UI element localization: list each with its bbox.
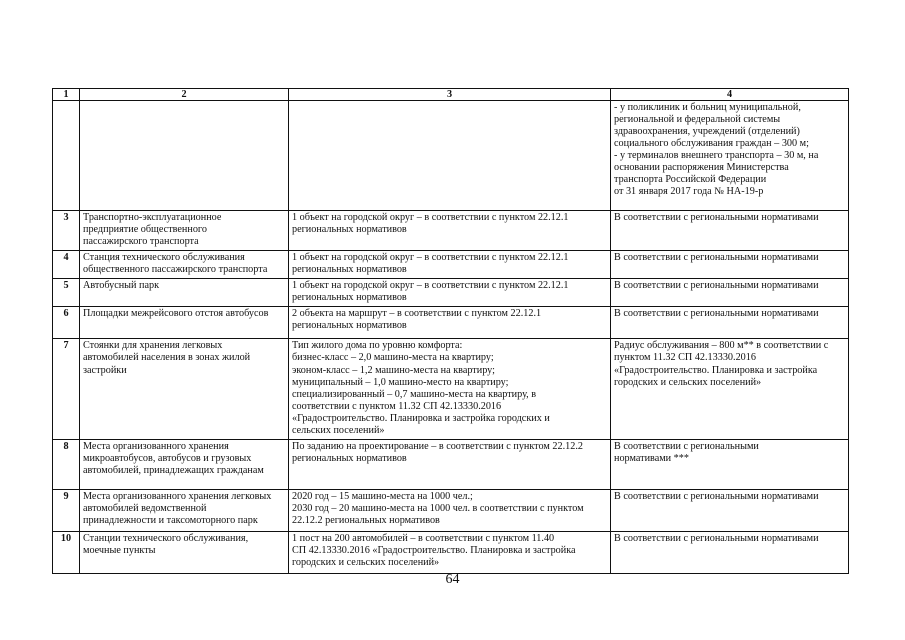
cell-text-line: принадлежности и таксомоторного парк [83,514,258,526]
cell-text-line: основании распоряжения Министерства [614,162,789,174]
indicator-cell [289,531,611,573]
table-row [53,279,849,307]
cell-text-line: общественного пассажирского транспорта [83,264,268,276]
cell-text-line: 2 объекта на маршрут – в соответствии с пунктом 22.12.1 [292,308,542,320]
cell-text-line: региональной и федеральной системы [614,114,781,126]
cell-text-line: 1 объект на городской округ – в соответствии с пунктом 22.12.1 [292,212,569,224]
object-name-cell [80,489,289,531]
indicator-cell [289,307,611,339]
object-name-cell [80,211,289,251]
cell-text-line: 1 пост на 200 автомобилей – в соответствии с пунктом 11.40 [292,532,555,544]
accessibility-cell [611,279,849,307]
cell-text-line: В соответствии с региональными нормативами [614,252,819,264]
cell-text-line: Станция технического обслуживания [83,252,245,264]
indicator-cell [289,251,611,279]
object-name-cell [80,339,289,439]
cell-text-line: застройки [83,364,127,376]
accessibility-cell [611,439,849,489]
cell-text-line: 2030 год – 20 машино-места на 1000 чел. в соответствии с пунктом [292,502,584,514]
accessibility-cell [611,101,849,211]
accessibility-cell [611,211,849,251]
cell-text-line: региональных нормативов [292,224,407,236]
cell-text-line: транспорта Российской Федерации [614,174,767,186]
indicator-cell [289,279,611,307]
indicator-cell [289,101,611,211]
table-row [53,251,849,279]
table-row [53,339,849,439]
cell-text-line: 2020 год – 15 машино-места на 1000 чел.; [292,490,473,502]
cell-text-line: пассажирского транспорта [83,236,199,248]
accessibility-cell [611,307,849,339]
indicator-cell [289,489,611,531]
header-col-2: 2 [80,89,289,101]
cell-text-line: городских и сельских поселений» [292,556,440,568]
object-name-cell [80,101,289,211]
table-row [53,531,849,573]
cell-text-line: Радиус обслуживания – 800 м** в соответствии с [614,340,829,352]
cell-text-line: муниципальный – 1,0 машино-место на квартиру; [292,376,509,388]
indicator-cell [289,211,611,251]
object-name-cell [80,251,289,279]
cell-text-line: микроавтобусов, автобусов и грузовых [83,452,252,464]
cell-text-line: В соответствии с региональными нормативами [614,490,819,502]
header-col-1: 1 [53,89,80,101]
cell-text-line: региональных нормативов [292,452,407,464]
cell-text-line: СП 42.13330.2016 «Градостроительство. Планировка и застройка [292,544,576,556]
indicator-cell [289,439,611,489]
cell-text-line: Станции технического обслуживания, [83,532,249,544]
cell-text-line: городских и сельских поселений» [614,376,762,388]
cell-text-line: По заданию на проектирование – в соответствии с пунктом 22.12.2 [292,440,583,452]
row-number: 5 [53,279,80,307]
cell-text-line: - у поликлиник и больниц муниципальной, [614,102,801,114]
cell-text-line: специализированный – 0,7 машино-места на квартиру, в [292,388,537,400]
cell-text-line: сельских поселений» [292,424,385,436]
row-number: 8 [53,439,80,489]
cell-text-line: - у терминалов внешнего транспорта – 30 м, на [614,150,819,162]
object-name-cell [80,531,289,573]
accessibility-cell [611,251,849,279]
cell-text-line: автомобилей ведомственной [83,502,207,514]
table-row [53,307,849,339]
row-number: 6 [53,307,80,339]
row-number: 9 [53,489,80,531]
cell-text-line: Стоянки для хранения легковых [83,340,223,352]
norms-table [52,88,849,574]
cell-text-line: здравоохранения, учреждений (отделений) [614,126,800,138]
cell-text-line: «Градостроительство. Планировка и застройка городских и [292,412,550,424]
table-row [53,439,849,489]
row-number [53,101,80,211]
cell-text-line: предприятие общественного [83,224,207,236]
table-row [53,489,849,531]
cell-text-line: Транспортно-эксплуатационное [83,212,222,224]
cell-text-line: Места организованного хранения [83,440,229,452]
cell-text-line: В соответствии с региональными [614,440,759,452]
header-col-3: 3 [289,89,611,101]
cell-text-line: от 31 января 2017 года № НА-19-р [614,186,764,198]
cell-text-line: В соответствии с региональными нормативами [614,532,819,544]
cell-text-line: региональных нормативов [292,292,407,304]
cell-text-line: 22.12.2 региональных нормативов [292,514,440,526]
row-number: 4 [53,251,80,279]
accessibility-cell [611,531,849,573]
cell-text-line: пунктом 11.32 СП 42.13330.2016 [614,352,756,364]
cell-text-line: Площадки межрейсового отстоя автобусов [83,308,269,320]
table-row [53,101,849,211]
indicator-cell [289,339,611,439]
row-number: 3 [53,211,80,251]
cell-text-line: автомобилей населения в зонах жилой [83,352,251,364]
cell-text-line: Тип жилого дома по уровню комфорта: [292,340,463,352]
cell-text-line: эконом-класс – 1,2 машино-места на квартиру; [292,364,495,376]
object-name-cell [80,439,289,489]
cell-text-line: моечные пункты [83,544,156,556]
cell-text-line: В соответствии с региональными нормативами [614,212,819,224]
cell-text-line: бизнес-класс – 2,0 машино-места на квартиру; [292,352,494,364]
object-name-cell [80,307,289,339]
table-row [53,211,849,251]
table-body [53,101,849,573]
header-row [53,89,849,101]
cell-text-line: нормативами *** [614,452,689,464]
cell-text-line: В соответствии с региональными нормативами [614,308,819,320]
cell-text-line: Места организованного хранения легковых [83,490,272,502]
cell-text-line: В соответствии с региональными нормативами [614,280,819,292]
accessibility-cell [611,489,849,531]
cell-text-line: Автобусный парк [83,280,160,292]
page-number: 64 [445,572,460,587]
accessibility-cell [611,339,849,439]
row-number: 7 [53,339,80,439]
cell-text-line: автомобилей, принадлежащих гражданам [83,464,264,476]
cell-text-line: социального обслуживания граждан – 300 м; [614,138,809,150]
header-col-4: 4 [611,89,849,101]
cell-text-line: региональных нормативов [292,320,407,332]
cell-text-line: «Градостроительство. Планировка и застройка [614,364,818,376]
cell-text-line: 1 объект на городской округ – в соответствии с пунктом 22.12.1 [292,252,569,264]
cell-text-line: региональных нормативов [292,264,407,276]
object-name-cell [80,279,289,307]
row-number: 10 [53,531,80,573]
cell-text-line: 1 объект на городской округ – в соответствии с пунктом 22.12.1 [292,280,569,292]
cell-text-line: соответствии с пунктом 11.32 СП 42.13330.2016 [292,400,502,412]
